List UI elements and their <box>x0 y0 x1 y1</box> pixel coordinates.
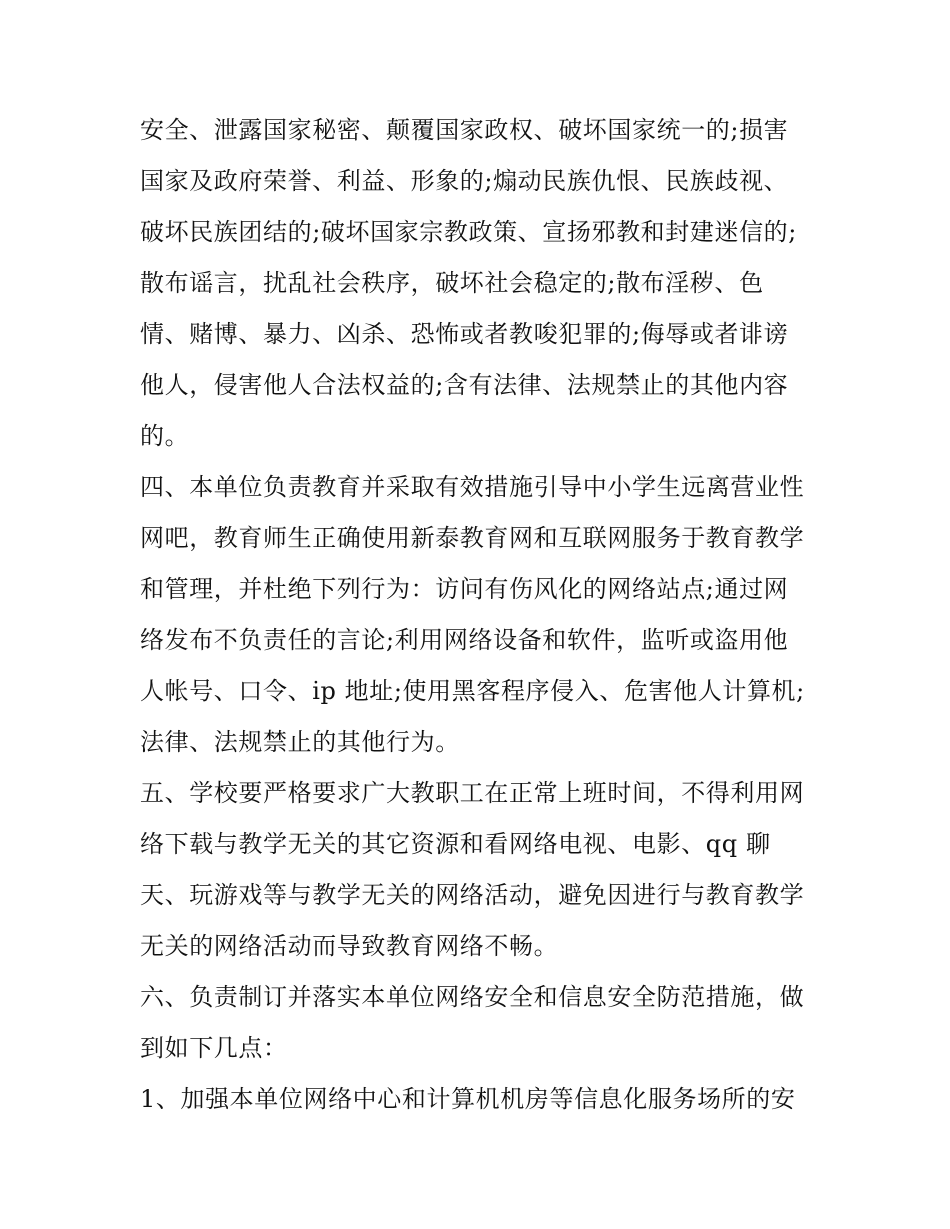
text-line: 天、玩游戏等与教学无关的网络活动，避免因进行与教育教学 <box>140 881 805 909</box>
text-line: 和管理，并杜绝下列行为：访问有伤风化的网络站点;通过网 <box>140 575 789 603</box>
text-line: 六、负责制订并落实本单位网络安全和信息安全防范措施，做 <box>140 983 805 1011</box>
text-line: 法律、法规禁止的其他行为。 <box>140 728 460 756</box>
text-line: 1、加强本单位网络中心和计算机机房等信息化服务场所的安 <box>140 1085 796 1113</box>
text-line: 络下载与教学无关的其它资源和看网络电视、电影、qq 聊 <box>140 830 771 858</box>
text-line: 破坏民族团结的;破坏国家宗教政策、宣扬邪教和封建迷信的; <box>140 218 797 246</box>
text-line: 络发布不负责任的言论;利用网络设备和软件，监听或盗用他 <box>140 626 789 654</box>
text-line: 无关的网络活动而导致教育网络不畅。 <box>140 932 559 960</box>
text-line: 国家及政府荣誉、利益、形象的;煽动民族仇恨、民族歧视、 <box>140 167 789 195</box>
text-line: 网吧，教育师生正确使用新泰教育网和互联网服务于教育教学 <box>140 524 805 552</box>
document-body <box>140 105 820 1125</box>
text-line: 的。 <box>140 422 190 450</box>
text-line: 他人，侵害他人合法权益的;含有法律、法规禁止的其他内容 <box>140 371 789 399</box>
text-line: 散布谣言，扰乱社会秩序，破坏社会稳定的;散布淫秽、色 <box>140 269 764 297</box>
text-line: 五、学校要严格要求广大教职工在正常上班时间，不得利用网 <box>140 779 805 807</box>
text-line: 人帐号、口令、ip 地址;使用黑客程序侵入、危害他人计算机; <box>140 677 805 705</box>
text-line: 安全、泄露国家秘密、颠覆国家政权、破坏国家统一的;损害 <box>140 116 789 144</box>
text-line: 四、本单位负责教育并采取有效措施引导中小学生远离营业性 <box>140 473 805 501</box>
text-line: 到如下几点： <box>140 1034 288 1062</box>
text-line: 情、赌博、暴力、凶杀、恐怖或者教唆犯罪的;侮辱或者诽谤 <box>140 320 789 348</box>
